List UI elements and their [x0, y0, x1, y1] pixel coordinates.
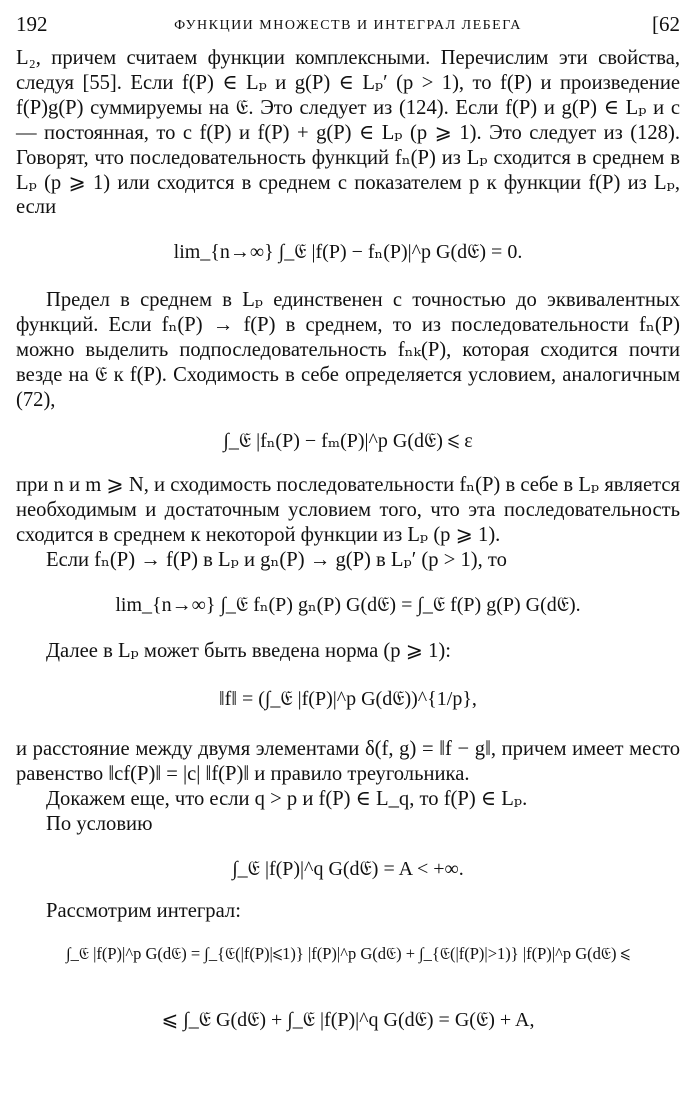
paragraph-2: Предел в среднем в Lₚ единственен с точностью до эквивалентных функций. Если fₙ(P) → f(P) в среднем, то из последовательности fₙ(P) можно выделить подпоследовательность fₙₖ(P), которая сходится почти везде на 𝔈 к f(P). Сходимость в себе определяется условием, аналогичным (72),: [16, 289, 680, 411]
equation-mean-convergence: lim_{n→∞} ∫_𝔈 |f(P) − fₙ(P)|^p G(d𝔈) = 0.: [173, 241, 523, 264]
paragraph-9: Рассмотрим интеграл:: [46, 900, 241, 923]
paragraph-3: при n и m ⩾ N, и сходимость последовательности fₙ(P) в себе в Lₚ является необходимым и достаточным условием того, что эта последовательность сходится в среднем к некоторой функции из Lₚ (p ⩾ 1).: [16, 473, 680, 546]
equation-bound: ⩽ ∫_𝔈 G(d𝔈) + ∫_𝔈 |f(P)|^q G(d𝔈) = G(𝔈) + A,: [161, 1008, 535, 1031]
paragraph-8: По условию: [46, 813, 153, 836]
equation-cauchy-condition: ∫_𝔈 |fₙ(P) − fₘ(P)|^p G(d𝔈) ⩽ ε: [223, 429, 473, 452]
equation-norm: ‖f‖ = (∫_𝔈 |f(P)|^p G(d𝔈))^{1/p},: [219, 688, 477, 711]
paragraph-7: Докажем еще, что если q > p и f(P) ∈ L_q, то f(P) ∈ Lₚ.: [46, 788, 528, 811]
page-number: 192: [16, 12, 48, 36]
equation-condition: ∫_𝔈 |f(P)|^q G(d𝔈) = A < +∞.: [232, 858, 464, 881]
equation-limit-product: lim_{n→∞} ∫_𝔈 fₙ(P) gₙ(P) G(d𝔈) = ∫_𝔈 f(P) g(P) G(d𝔈).: [115, 593, 581, 616]
paragraph-6: и расстояние между двумя элементами δ(f, g) = ‖f − g‖, причем имеет место равенство ‖cf(P)‖ = |c| ‖f(P)‖ и правило треугольника.: [16, 738, 680, 786]
paragraph-1: L₂, причем считаем функции комплексными. Перечислим эти свойства, следуя [55]. Если f(P) ∈ Lₚ и g(P) ∈ Lₚ′ (p > 1), то f(P) и произведение f(P)g(P) суммируемы на 𝔈. Это следует из (124). Если f(P) и g(P) ∈ Lₚ и c — постоянная, то c f(P) и f(P) + g(P) ∈ Lₚ (p ⩾ 1). Это следует из (128). Говорят, что последовательность функций fₙ(P) из Lₚ сходится в среднем в Lₚ (p ⩾ 1) или сходится в среднем с показателем p к функции f(P) из Lₚ, если: [16, 47, 680, 219]
paragraph-5: Далее в Lₚ может быть введена норма (p ⩾ 1):: [46, 639, 452, 662]
section-number: [62: [652, 12, 680, 36]
equation-split-integral: ∫_𝔈 |f(P)|^p G(d𝔈) = ∫_{𝔈(|f(P)|⩽1)} |f(P)|^p G(d𝔈) + ∫_{𝔈(|f(P)|>1)} |f(P)|^p G(d𝔈) ⩽: [66, 943, 630, 963]
running-title: ФУНКЦИИ МНОЖЕСТВ И ИНТЕГРАЛ ЛЕБЕГА: [174, 18, 522, 33]
page-header: [16, 8, 680, 46]
paragraph-4: Если fₙ(P) → f(P) в Lₚ и gₙ(P) → g(P) в Lₚ′ (p > 1), то: [46, 548, 507, 571]
